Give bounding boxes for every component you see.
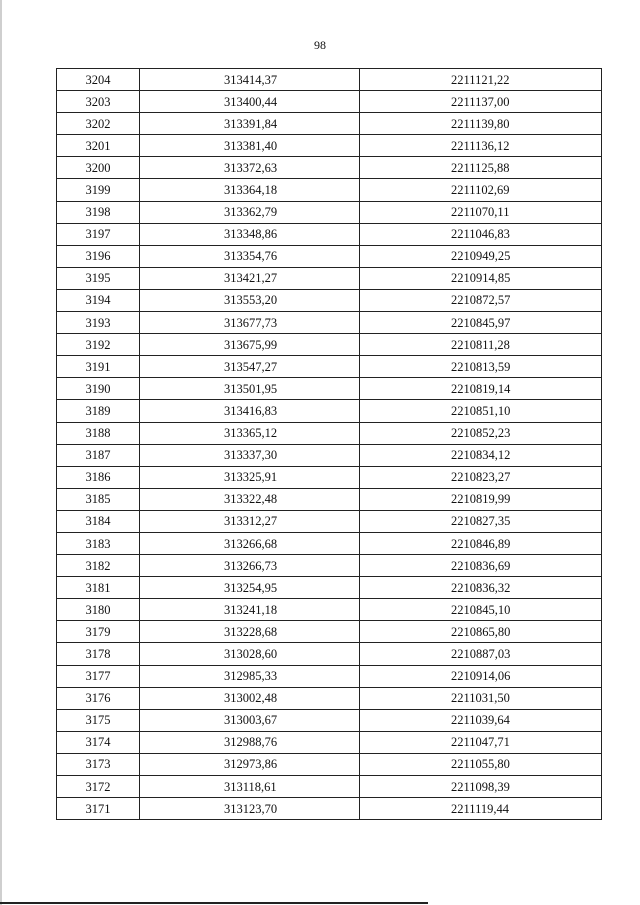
y-coordinate-cell: 2211136,12 <box>360 135 602 157</box>
x-coordinate-cell: 313123,70 <box>140 798 360 820</box>
table-row <box>57 113 602 135</box>
y-coordinate-cell: 2210836,32 <box>360 577 602 599</box>
table-row <box>57 179 602 201</box>
point-number-cell: 3203 <box>57 91 140 113</box>
table-row <box>57 621 602 643</box>
point-number-cell: 3180 <box>57 599 140 621</box>
footer-rule <box>0 902 428 904</box>
y-coordinate-cell: 2211121,22 <box>360 69 602 91</box>
x-coordinate-cell: 312973,86 <box>140 753 360 775</box>
point-number-cell: 3175 <box>57 709 140 731</box>
x-coordinate-cell: 313337,30 <box>140 444 360 466</box>
x-coordinate-cell: 313675,99 <box>140 334 360 356</box>
table-row <box>57 532 602 554</box>
point-number-cell: 3174 <box>57 731 140 753</box>
x-coordinate-cell: 313228,68 <box>140 621 360 643</box>
point-number-cell: 3193 <box>57 312 140 334</box>
x-coordinate-cell: 313312,27 <box>140 510 360 532</box>
table-row <box>57 201 602 223</box>
point-number-cell: 3204 <box>57 69 140 91</box>
point-number-cell: 3184 <box>57 510 140 532</box>
table-row <box>57 289 602 311</box>
x-coordinate-cell: 313003,67 <box>140 709 360 731</box>
y-coordinate-cell: 2210846,89 <box>360 532 602 554</box>
x-coordinate-cell: 313322,48 <box>140 488 360 510</box>
point-number-cell: 3178 <box>57 643 140 665</box>
point-number-cell: 3172 <box>57 776 140 798</box>
y-coordinate-cell: 2211125,88 <box>360 157 602 179</box>
table-row <box>57 577 602 599</box>
x-coordinate-cell: 313266,73 <box>140 555 360 577</box>
table-row <box>57 798 602 820</box>
table-row <box>57 510 602 532</box>
x-coordinate-cell: 313266,68 <box>140 532 360 554</box>
table-row <box>57 422 602 444</box>
table-row <box>57 223 602 245</box>
table-row <box>57 157 602 179</box>
y-coordinate-cell: 2211046,83 <box>360 223 602 245</box>
y-coordinate-cell: 2210819,14 <box>360 378 602 400</box>
y-coordinate-cell: 2210887,03 <box>360 643 602 665</box>
y-coordinate-cell: 2211039,64 <box>360 709 602 731</box>
point-number-cell: 3171 <box>57 798 140 820</box>
x-coordinate-cell: 313547,27 <box>140 356 360 378</box>
y-coordinate-cell: 2210827,35 <box>360 510 602 532</box>
x-coordinate-cell: 313348,86 <box>140 223 360 245</box>
table-row <box>57 709 602 731</box>
point-number-cell: 3173 <box>57 753 140 775</box>
point-number-cell: 3196 <box>57 245 140 267</box>
x-coordinate-cell: 313553,20 <box>140 289 360 311</box>
table-row <box>57 731 602 753</box>
x-coordinate-cell: 313677,73 <box>140 312 360 334</box>
x-coordinate-cell: 313028,60 <box>140 643 360 665</box>
y-coordinate-cell: 2210823,27 <box>360 466 602 488</box>
x-coordinate-cell: 313118,61 <box>140 776 360 798</box>
y-coordinate-cell: 2211137,00 <box>360 91 602 113</box>
table-row <box>57 69 602 91</box>
y-coordinate-cell: 2211139,80 <box>360 113 602 135</box>
point-number-cell: 3202 <box>57 113 140 135</box>
table-row <box>57 555 602 577</box>
y-coordinate-cell: 2210845,10 <box>360 599 602 621</box>
point-number-cell: 3179 <box>57 621 140 643</box>
x-coordinate-cell: 313414,37 <box>140 69 360 91</box>
x-coordinate-cell: 313241,18 <box>140 599 360 621</box>
x-coordinate-cell: 313254,95 <box>140 577 360 599</box>
x-coordinate-cell: 313421,27 <box>140 267 360 289</box>
y-coordinate-cell: 2211102,69 <box>360 179 602 201</box>
point-number-cell: 3201 <box>57 135 140 157</box>
table-row <box>57 488 602 510</box>
x-coordinate-cell: 312988,76 <box>140 731 360 753</box>
y-coordinate-cell: 2211098,39 <box>360 776 602 798</box>
point-number-cell: 3185 <box>57 488 140 510</box>
coordinates-table-body <box>57 69 602 820</box>
point-number-cell: 3194 <box>57 289 140 311</box>
point-number-cell: 3197 <box>57 223 140 245</box>
point-number-cell: 3189 <box>57 400 140 422</box>
y-coordinate-cell: 2210851,10 <box>360 400 602 422</box>
y-coordinate-cell: 2211055,80 <box>360 753 602 775</box>
point-number-cell: 3186 <box>57 466 140 488</box>
y-coordinate-cell: 2210811,28 <box>360 334 602 356</box>
y-coordinate-cell: 2210834,12 <box>360 444 602 466</box>
point-number-cell: 3187 <box>57 444 140 466</box>
coordinates-table <box>56 68 602 820</box>
point-number-cell: 3200 <box>57 157 140 179</box>
table-row <box>57 312 602 334</box>
table-row <box>57 267 602 289</box>
x-coordinate-cell: 313362,79 <box>140 201 360 223</box>
point-number-cell: 3176 <box>57 687 140 709</box>
x-coordinate-cell: 313364,18 <box>140 179 360 201</box>
x-coordinate-cell: 313501,95 <box>140 378 360 400</box>
table-row <box>57 753 602 775</box>
x-coordinate-cell: 313372,63 <box>140 157 360 179</box>
y-coordinate-cell: 2210949,25 <box>360 245 602 267</box>
table-row <box>57 400 602 422</box>
x-coordinate-cell: 313325,91 <box>140 466 360 488</box>
table-row <box>57 356 602 378</box>
page-number: 98 <box>314 38 326 52</box>
point-number-cell: 3199 <box>57 179 140 201</box>
y-coordinate-cell: 2210845,97 <box>360 312 602 334</box>
point-number-cell: 3190 <box>57 378 140 400</box>
table-row <box>57 91 602 113</box>
table-row <box>57 643 602 665</box>
point-number-cell: 3195 <box>57 267 140 289</box>
point-number-cell: 3183 <box>57 532 140 554</box>
y-coordinate-cell: 2210852,23 <box>360 422 602 444</box>
table-row <box>57 466 602 488</box>
point-number-cell: 3191 <box>57 356 140 378</box>
table-row <box>57 599 602 621</box>
x-coordinate-cell: 313354,76 <box>140 245 360 267</box>
y-coordinate-cell: 2210865,80 <box>360 621 602 643</box>
y-coordinate-cell: 2210872,57 <box>360 289 602 311</box>
x-coordinate-cell: 313365,12 <box>140 422 360 444</box>
x-coordinate-cell: 313381,40 <box>140 135 360 157</box>
point-number-cell: 3192 <box>57 334 140 356</box>
table-row <box>57 665 602 687</box>
y-coordinate-cell: 2210819,99 <box>360 488 602 510</box>
x-coordinate-cell: 313002,48 <box>140 687 360 709</box>
point-number-cell: 3198 <box>57 201 140 223</box>
y-coordinate-cell: 2210914,06 <box>360 665 602 687</box>
x-coordinate-cell: 313416,83 <box>140 400 360 422</box>
table-row <box>57 245 602 267</box>
y-coordinate-cell: 2210813,59 <box>360 356 602 378</box>
y-coordinate-cell: 2211070,11 <box>360 201 602 223</box>
table-row <box>57 135 602 157</box>
point-number-cell: 3177 <box>57 665 140 687</box>
point-number-cell: 3181 <box>57 577 140 599</box>
point-number-cell: 3188 <box>57 422 140 444</box>
x-coordinate-cell: 313400,44 <box>140 91 360 113</box>
y-coordinate-cell: 2211031,50 <box>360 687 602 709</box>
table-row <box>57 334 602 356</box>
scan-edge <box>0 0 2 905</box>
point-number-cell: 3182 <box>57 555 140 577</box>
y-coordinate-cell: 2211119,44 <box>360 798 602 820</box>
table-row <box>57 444 602 466</box>
x-coordinate-cell: 312985,33 <box>140 665 360 687</box>
y-coordinate-cell: 2211047,71 <box>360 731 602 753</box>
table-row <box>57 776 602 798</box>
table-row <box>57 687 602 709</box>
y-coordinate-cell: 2210836,69 <box>360 555 602 577</box>
table-row <box>57 378 602 400</box>
x-coordinate-cell: 313391,84 <box>140 113 360 135</box>
y-coordinate-cell: 2210914,85 <box>360 267 602 289</box>
